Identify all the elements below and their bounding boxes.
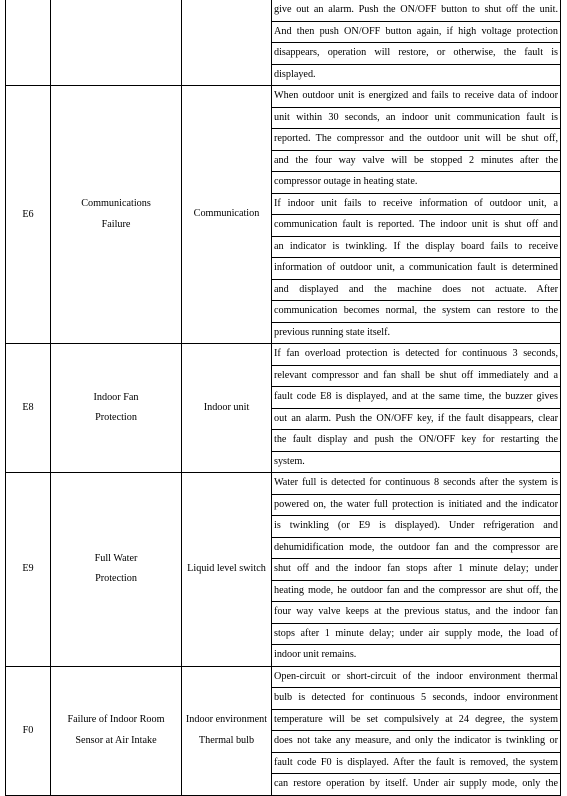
fault-row	[6, 0, 561, 86]
fault-name-line: Communications	[81, 198, 151, 209]
description-line: relevant compressor and fan shall be shut off immediately and a	[272, 366, 560, 388]
description-line: dehumidification mode, the outdoor fan and the compressor are	[272, 538, 560, 560]
description-line: previous running state itself.	[274, 326, 391, 338]
description-line: Water full is detected for continuous 8 seconds after the system is	[272, 473, 560, 495]
fault-name-line: Protection	[95, 412, 137, 423]
description-line: give out an alarm. Push the ON/OFF button to shut off the unit.	[272, 0, 560, 22]
fault-name-line: Failure of Indoor Room	[67, 714, 165, 725]
fault-description	[272, 473, 561, 667]
fault-name-line: Sensor at Air Intake	[75, 734, 157, 746]
description-line: an indicator is twinkling. If the display board fails to receive	[272, 237, 560, 259]
description-line: compressor outage in heating state.	[272, 172, 560, 194]
fault-location-line: Indoor unit	[203, 401, 250, 413]
fault-location-line: Indoor environment	[185, 714, 268, 725]
fault-location	[182, 473, 272, 667]
fault-row	[6, 473, 561, 667]
description-line: and displayed and the machine does not actuate. After	[272, 280, 560, 302]
fault-row	[6, 86, 561, 344]
fault-row	[6, 666, 561, 795]
description-line: four way valve keeps at the previous status, and the indoor fan	[272, 602, 560, 624]
fault-location	[182, 0, 272, 86]
fault-code-table	[5, 0, 561, 796]
fault-code: E8	[6, 344, 51, 473]
fault-description	[272, 0, 561, 86]
fault-name	[51, 86, 182, 344]
description-line: fault code E8 is displayed, and at the same time, the buzzer gives	[272, 387, 560, 409]
fault-name-line: Protection	[95, 573, 137, 585]
fault-name-line: Indoor Fan	[93, 391, 139, 403]
fault-name	[51, 666, 182, 795]
description-line: communication becomes normal, the system can restore to the	[272, 301, 560, 323]
description-line: Open-circuit or short-circuit of the indoor environment thermal	[272, 667, 560, 689]
fault-code: E9	[6, 473, 51, 667]
fault-name	[51, 473, 182, 667]
fault-location-line: Thermal bulb	[198, 734, 255, 746]
fault-location-line: Communication	[193, 208, 260, 220]
fault-description	[272, 86, 561, 344]
fault-name-line: Full Water	[94, 552, 138, 564]
description-line: stops after 1 minute delay; under air supply mode, the load of	[272, 624, 560, 646]
description-line: system.	[274, 455, 305, 467]
description-line: heating mode, he outdoor fan and the compressor are shut off, the	[272, 581, 560, 603]
description-line: powered on, the water full protection is initiated and the indicator	[272, 495, 560, 517]
fault-table-body	[6, 0, 561, 795]
fault-name	[51, 0, 182, 86]
description-line: And then push ON/OFF button again, if high voltage protection	[272, 22, 560, 44]
fault-row	[6, 344, 561, 473]
description-line: the fault display and push the ON/OFF key for restarting the	[272, 430, 560, 452]
fault-code	[6, 0, 51, 86]
description-line: does not take any measure, and only the indicator is twinkling or	[272, 731, 560, 753]
fault-location	[182, 344, 272, 473]
fault-name	[51, 344, 182, 473]
description-line: bulb is detected for continuous 5 seconds, indoor environment	[272, 688, 560, 710]
description-line: indoor unit remains.	[274, 649, 357, 660]
description-line: fault code F0 is displayed. After the fault is removed, the system	[272, 753, 560, 775]
description-line: is twinkling (or E9 is displayed). Under refrigeration and	[272, 516, 560, 538]
description-line: disappears, operation will restore, or otherwise, the fault is	[272, 43, 560, 65]
fault-name-line: Failure	[101, 218, 131, 230]
description-line: temperature will be set compulsively at 24 degree, the system	[272, 710, 560, 732]
description-line: unit within 30 seconds, an indoor unit communication fault is	[272, 108, 560, 130]
description-line: information of outdoor unit, a communication fault is determined	[272, 258, 560, 280]
fault-location	[182, 666, 272, 795]
fault-code: E6	[6, 86, 51, 344]
fault-description	[272, 666, 561, 795]
description-line: reported. The compressor and the outdoor unit will be shut off,	[272, 129, 560, 151]
description-line: can restore operation by itself. Under air supply mode, only the	[274, 778, 558, 789]
fault-description	[272, 344, 561, 473]
description-line: If indoor unit fails to receive information of outdoor unit, a	[272, 194, 560, 216]
fault-code: F0	[6, 666, 51, 795]
description-line: out an alarm. Push the ON/OFF key, if the fault disappears, clear	[272, 409, 560, 431]
description-line: displayed.	[274, 68, 316, 80]
fault-location	[182, 86, 272, 344]
description-line: When outdoor unit is energized and fails to receive data of indoor	[272, 86, 560, 108]
description-line: and the four way valve will be stopped 2 minutes after the	[272, 151, 560, 173]
description-line: shut off and the indoor fan stops after 1 minute delay; under	[272, 559, 560, 581]
fault-location-line: Liquid level switch	[187, 563, 266, 574]
description-line: If fan overload protection is detected for continuous 3 seconds,	[272, 344, 560, 366]
description-line: communication fault is reported. The indoor unit is shut off and	[272, 215, 560, 237]
